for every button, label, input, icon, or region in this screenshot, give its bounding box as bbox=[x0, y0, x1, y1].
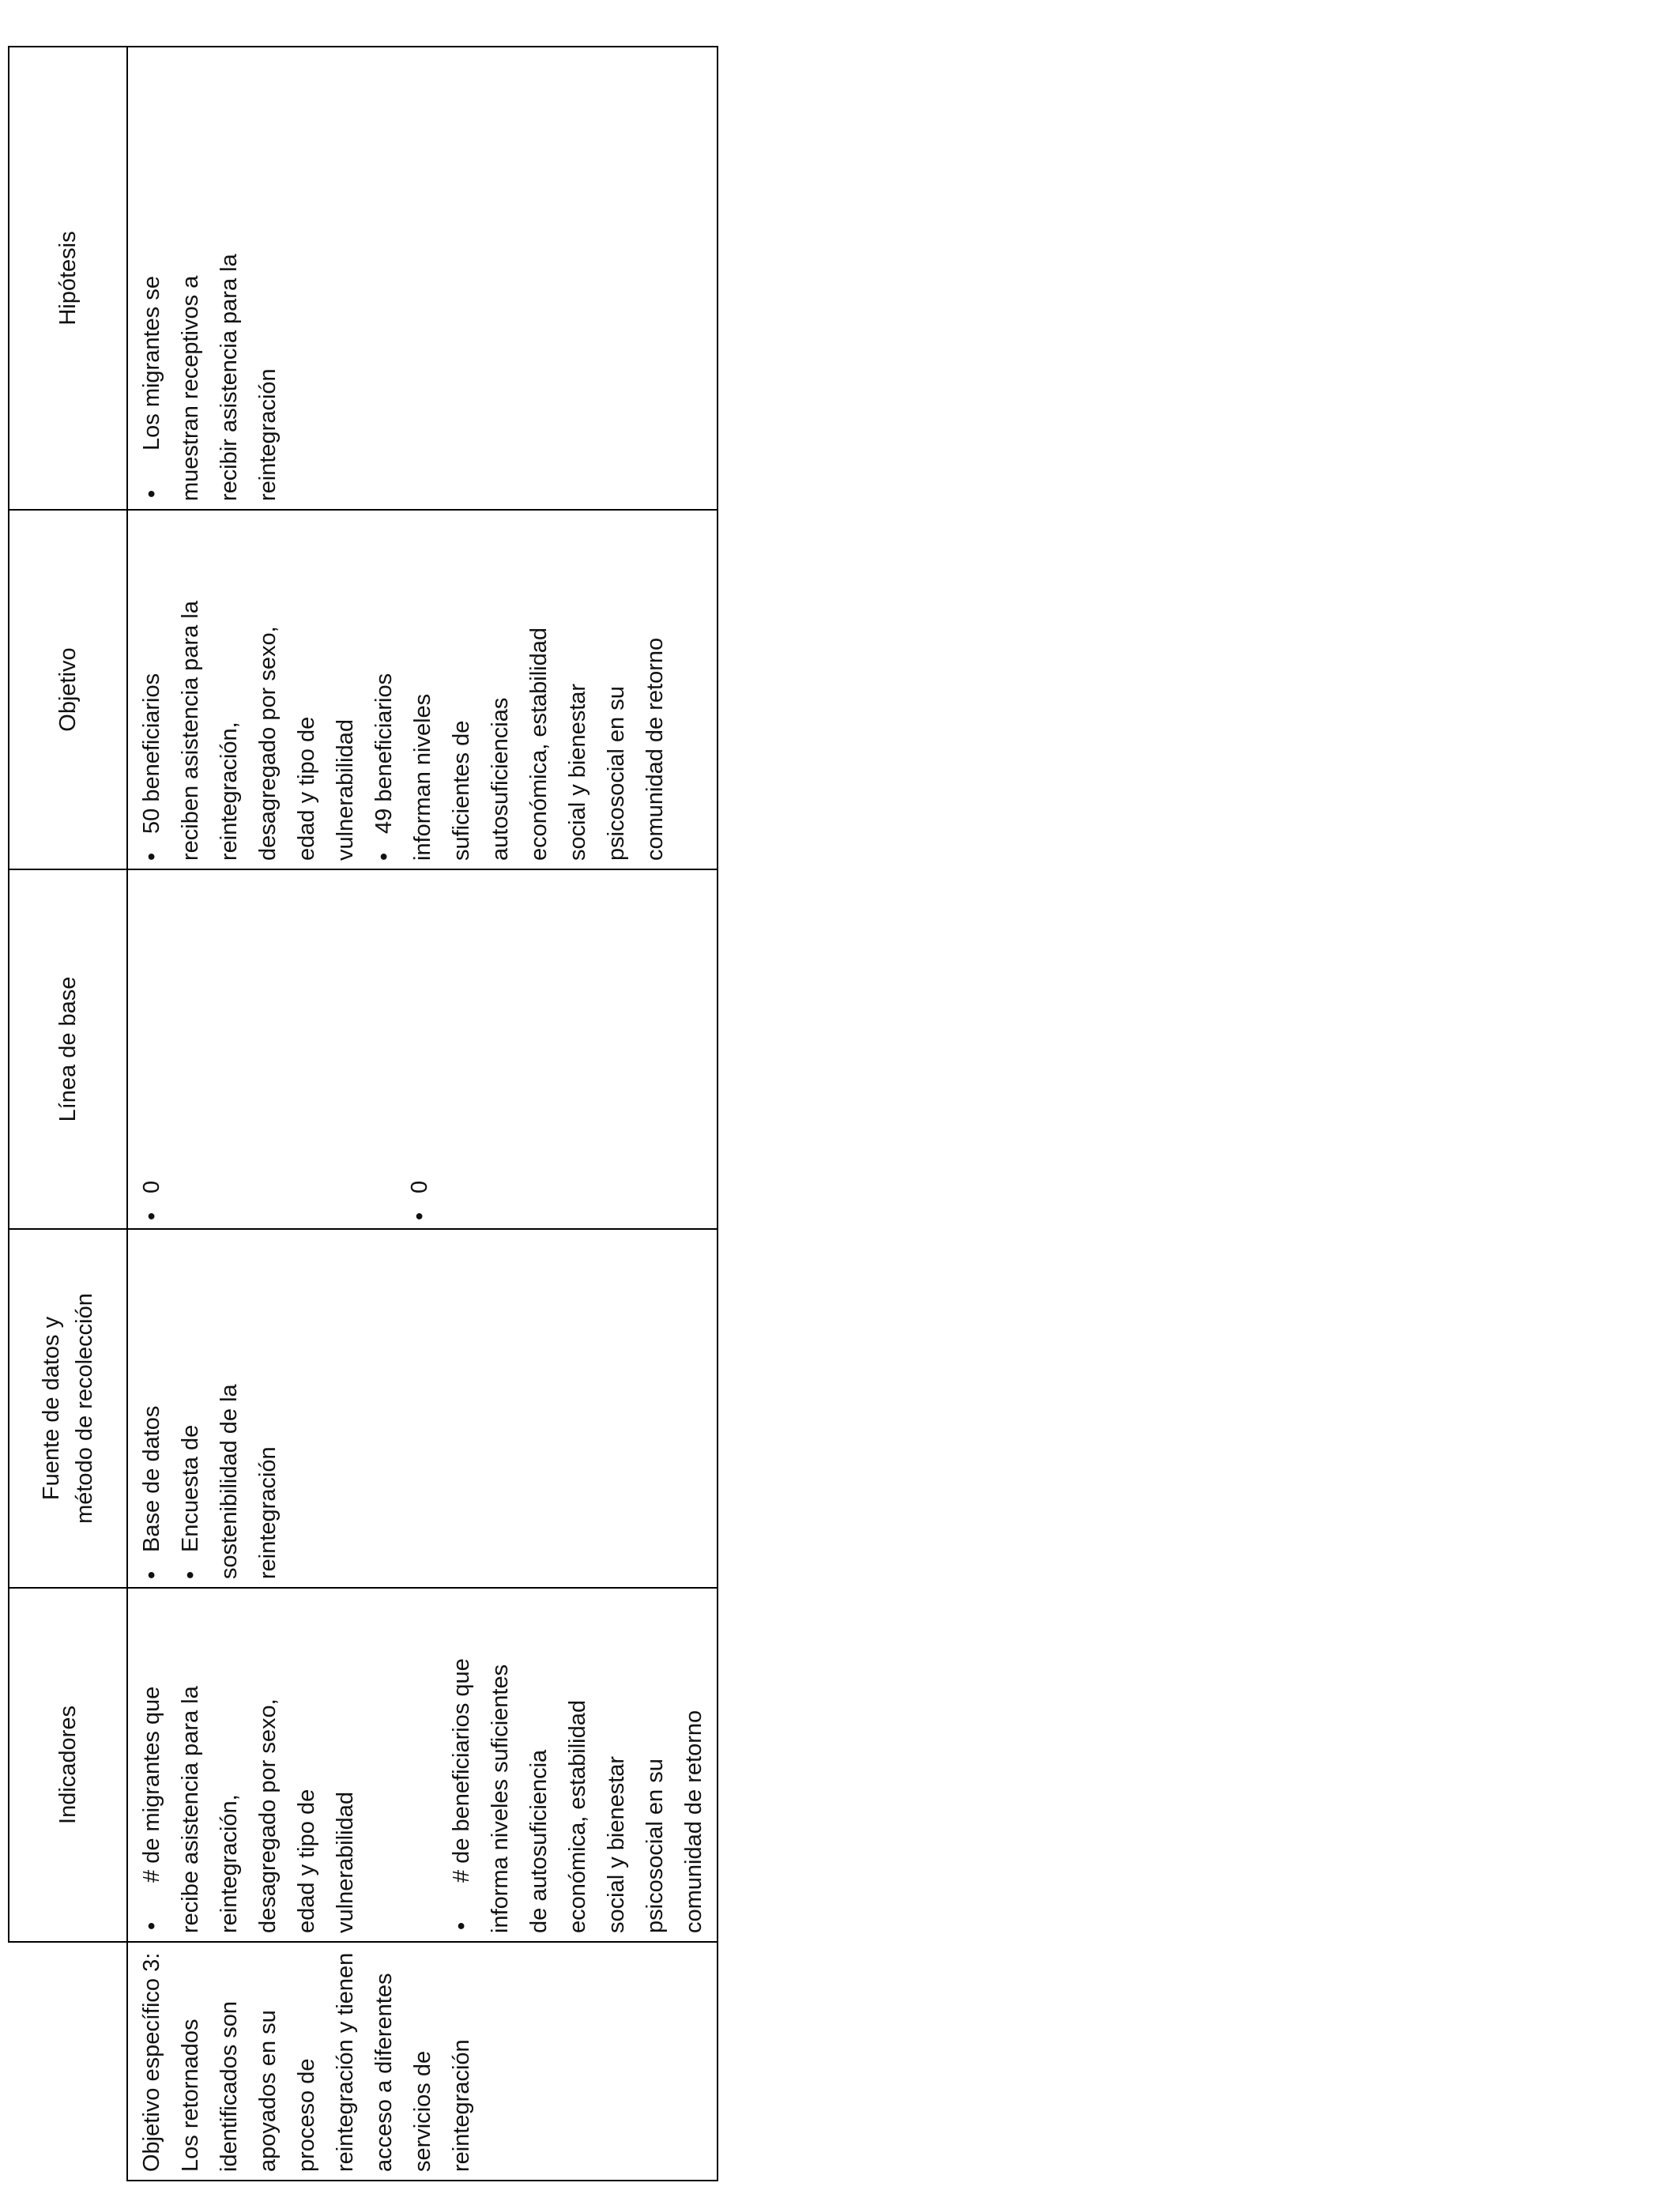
text-line: comunidad de retorno bbox=[681, 1710, 706, 1933]
spacer bbox=[171, 878, 401, 1220]
text-line: reintegración y tienen bbox=[333, 1952, 358, 2172]
header-indicadores bbox=[9, 1588, 127, 1942]
rotated-page bbox=[8, 47, 706, 2181]
indicator-item bbox=[133, 1596, 365, 1933]
header-linea-base bbox=[9, 869, 127, 1229]
header-fuente bbox=[9, 1229, 127, 1588]
text-line: reintegración bbox=[255, 368, 281, 501]
text-line: vulnerabilidad bbox=[333, 1792, 358, 1933]
text-line: económica, estabilidad bbox=[565, 1699, 590, 1933]
bullet-icon: • bbox=[178, 1570, 203, 1579]
text-line: desagregado por sexo, bbox=[255, 626, 281, 861]
text-line: edad y tipo de bbox=[294, 1789, 319, 1933]
bullet-icon: • bbox=[139, 1212, 164, 1220]
cell-linea-base bbox=[127, 869, 718, 1229]
text-line: Los retornados bbox=[178, 2019, 203, 2172]
text-line: vulnerabilidad bbox=[333, 719, 358, 861]
text-line: recibe asistencia para la bbox=[178, 1686, 203, 1933]
text-line: apoyados en su bbox=[255, 2010, 281, 2172]
bullet-icon: • bbox=[407, 1212, 432, 1220]
text-line: •49 beneficiarios bbox=[365, 518, 404, 861]
text-line: •Base de datos bbox=[133, 1238, 171, 1579]
text-line: • Los migrantes se bbox=[133, 55, 171, 501]
text-line: reintegración, bbox=[217, 722, 242, 861]
header-hipotesis bbox=[9, 47, 127, 510]
text-line: proceso de bbox=[294, 2058, 319, 2172]
baseline-value: •0 bbox=[401, 878, 439, 1220]
baseline-value: •0 bbox=[133, 878, 171, 1220]
text-line: servicios de bbox=[410, 2050, 435, 2172]
text-line: Objetivo específico 3: bbox=[139, 1952, 164, 2172]
bullet-icon: • bbox=[139, 1570, 164, 1579]
bullet-icon: • bbox=[139, 489, 164, 498]
bullet-icon: • bbox=[449, 1921, 474, 1930]
text-line: reintegración bbox=[449, 2039, 474, 2172]
cell-objetivo-especifico bbox=[127, 1942, 718, 2181]
text-line: económica, estabilidad bbox=[526, 627, 552, 861]
header-empty-cell bbox=[9, 1942, 127, 2181]
cell-hipotesis bbox=[127, 47, 718, 510]
text-line: • # de beneficiarios que bbox=[443, 1596, 481, 1933]
header-hipotesis-label: Hipótesis bbox=[55, 231, 81, 326]
body-row bbox=[127, 47, 718, 2181]
text-line: de autosuficiencia bbox=[526, 1749, 552, 1933]
text-line: autosuficiencias bbox=[488, 697, 513, 861]
text-line: edad y tipo de bbox=[294, 716, 319, 861]
text-line: muestran receptivos a bbox=[178, 275, 203, 501]
header-row bbox=[9, 47, 127, 2181]
header-fuente-line-1: Fuente de datos y bbox=[39, 1316, 64, 1501]
text-line: social y bienestar bbox=[565, 683, 590, 861]
text-line: social y bienestar bbox=[604, 1755, 629, 1933]
text-line: acceso a diferentes bbox=[371, 1973, 397, 2172]
text-line: suficientes de bbox=[449, 720, 474, 861]
header-objetivo bbox=[9, 510, 127, 869]
text-line: psicosocial en su bbox=[604, 686, 629, 861]
logframe-table bbox=[8, 46, 718, 2181]
bullet-icon: • bbox=[139, 852, 164, 861]
header-linea-base-label: Línea de base bbox=[55, 976, 81, 1122]
cell-fuente bbox=[127, 1229, 718, 1588]
text-line: sostenibilidad de la bbox=[217, 1384, 242, 1579]
text-line: identificados son bbox=[217, 2000, 242, 2172]
text-line: desagregado por sexo, bbox=[255, 1698, 281, 1933]
header-indicadores-label: Indicadores bbox=[55, 1706, 81, 1824]
indicator-item bbox=[443, 1596, 714, 1933]
text-line: reintegración bbox=[255, 1446, 281, 1579]
cell-objetivo bbox=[127, 510, 718, 869]
text-line: psicosocial en su bbox=[642, 1759, 668, 1933]
text-line: •50 beneficiarios bbox=[133, 518, 171, 861]
text-line: •Encuesta de bbox=[171, 1238, 210, 1579]
text-line: informan niveles bbox=[410, 693, 435, 861]
header-fuente-line-2: método de recolección bbox=[72, 1293, 97, 1524]
text-line: reintegración, bbox=[217, 1794, 242, 1933]
text-line: recibir asistencia para la bbox=[217, 254, 242, 501]
cell-indicadores bbox=[127, 1588, 718, 1942]
bullet-icon: • bbox=[139, 1921, 164, 1930]
text-line: • # de migrantes que bbox=[133, 1596, 171, 1933]
text-line: informa niveles suficientes bbox=[488, 1664, 513, 1933]
text-line: comunidad de retorno bbox=[642, 637, 668, 861]
spacer bbox=[365, 1596, 443, 1933]
text-line: reciben asistencia para la bbox=[178, 601, 203, 861]
bullet-icon: • bbox=[371, 852, 397, 861]
header-objetivo-label: Objetivo bbox=[55, 647, 81, 732]
